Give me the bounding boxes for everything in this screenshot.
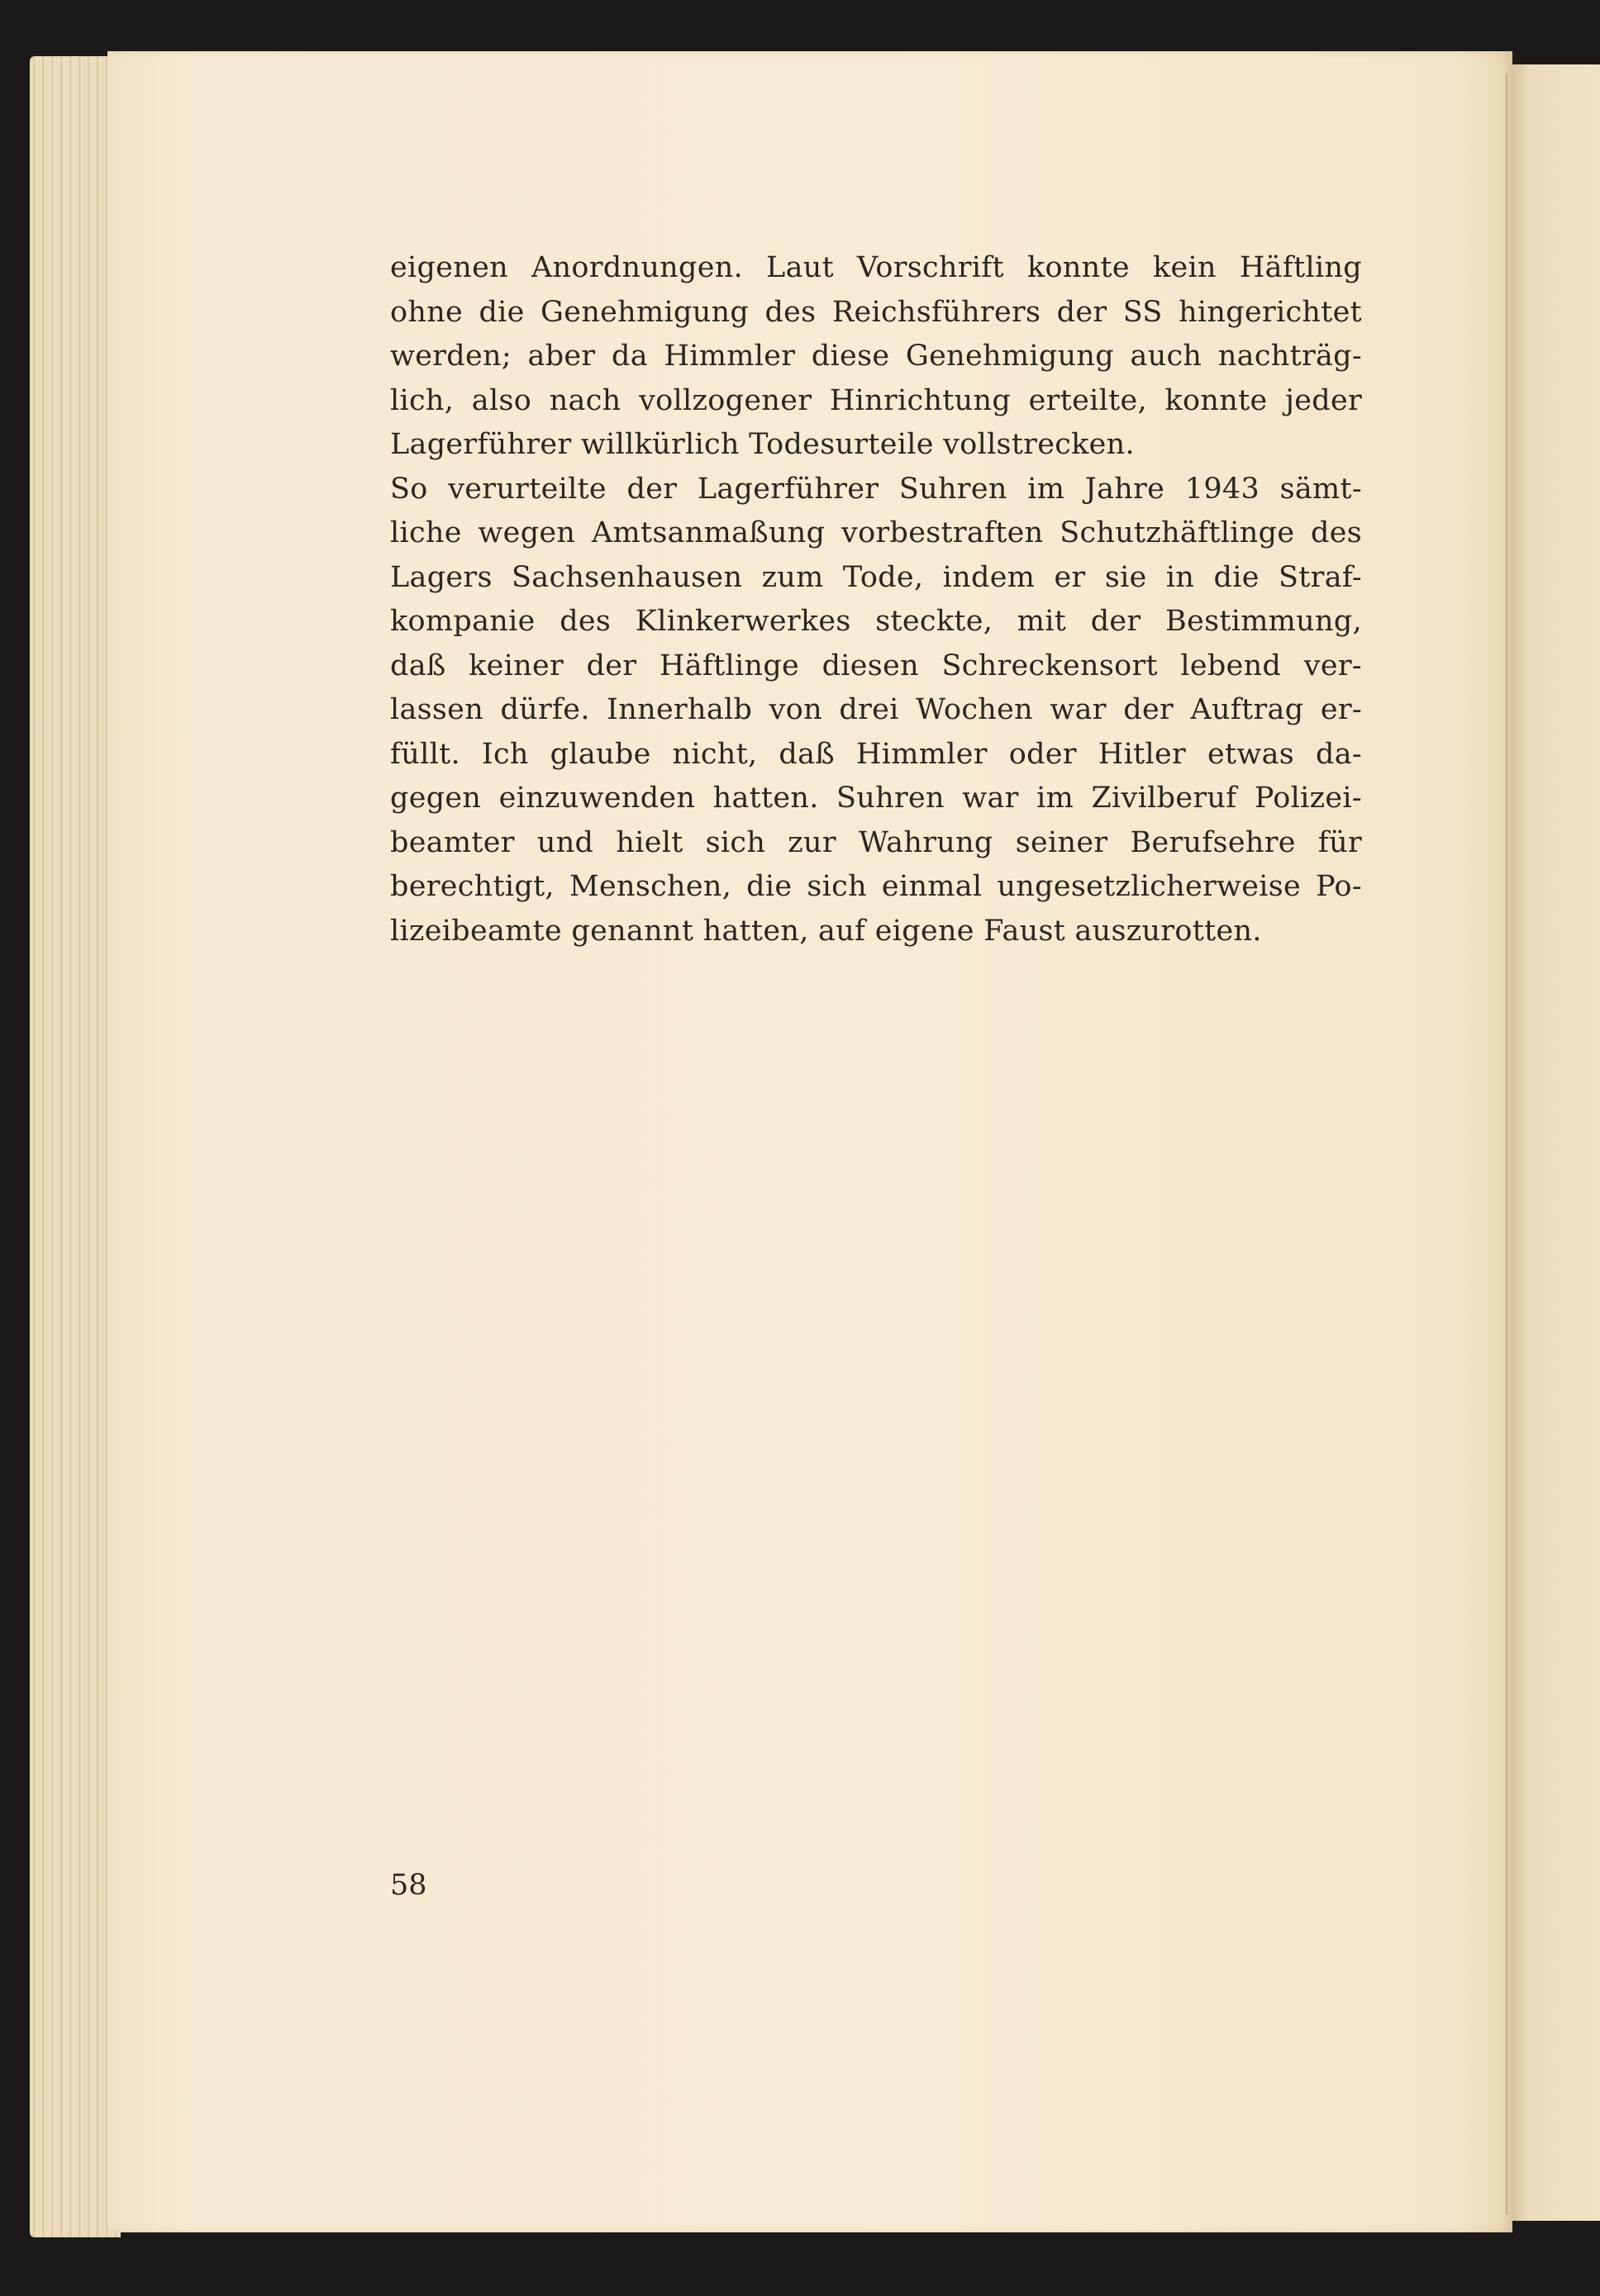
text-line: werden; aber da Himmler diese Genehmigung auch nachträg- — [390, 340, 1362, 373]
text-line: ohne die Genehmigung des Reichsführers der SS hingerichtet — [390, 295, 1362, 329]
gutter-line — [1506, 74, 1507, 2214]
text-line: füllt. Ich glaube nicht, daß Himmler oder Hitler etwas da- — [390, 737, 1362, 771]
text-line: beamter und hielt sich zur Wahrung seiner Berufsehre für — [390, 825, 1362, 859]
text-line: gegen einzuwenden hatten. Suhren war im Zivilberuf Polizei- — [390, 782, 1362, 815]
text-line: daß keiner der Häftlinge diesen Schreckensort lebend ver- — [390, 649, 1362, 682]
body-text — [390, 246, 1362, 953]
text-line: lizeibeamte genannt hatten, auf eigene Faust auszurotten. — [390, 914, 1262, 948]
facing-page — [1512, 64, 1600, 2221]
text-line: berechtigt, Menschen, die sich einmal ungesetzlicherweise Po- — [390, 870, 1362, 903]
page-number: 58 — [390, 1869, 427, 1902]
text-line: So verurteilte der Lagerführer Suhren im Jahre 1943 sämt- — [390, 472, 1362, 506]
text-line: Lagers Sachsenhausen zum Tode, indem er sie in die Straf- — [390, 560, 1362, 594]
text-line: lich, also nach vollzogener Hinrichtung erteilte, konnte jeder — [390, 383, 1362, 417]
text-line: eigenen Anordnungen. Laut Vorschrift konnte kein Häftling — [390, 251, 1362, 284]
text-line: lassen dürfe. Innerhalb von drei Wochen war der Auftrag er- — [390, 693, 1362, 726]
text-line: liche wegen Amtsanmaßung vorbestraften Schutzhäftlinge des — [390, 516, 1362, 549]
text-line: Lagerführer willkürlich Todesurteile vollstrecken. — [390, 428, 1135, 461]
text-line: kompanie des Klinkerwerkes steckte, mit der Bestimmung, — [390, 605, 1362, 638]
